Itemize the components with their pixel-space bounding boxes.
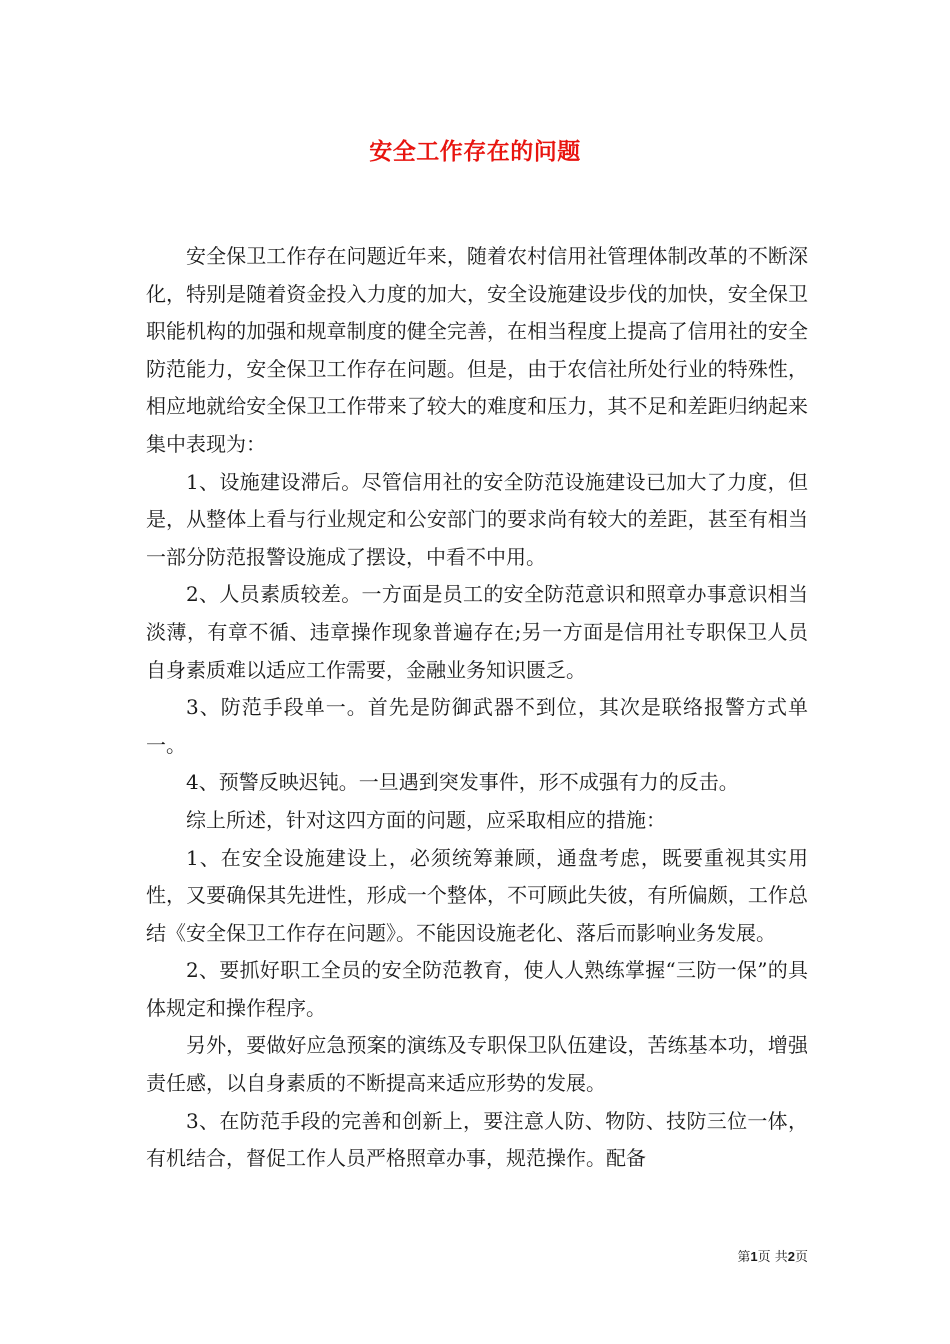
document-title: 安全工作存在的问题 bbox=[369, 138, 581, 165]
footer-middle: 页 共 bbox=[757, 1250, 788, 1265]
page-footer bbox=[700, 1246, 808, 1265]
footer-total-pages: 2 bbox=[787, 1249, 795, 1264]
footer-current-page: 1 bbox=[750, 1249, 758, 1264]
paragraph: 另外，要做好应急预案的演练及专职保卫队伍建设，苦练基本功，增强责任感，以自身素质的不断提高来适应形势的发展。 bbox=[146, 1033, 808, 1096]
paragraph: 1、设施建设滞后。尽管信用社的安全防范设施建设已加大了力度，但是，从整体上看与行业规定和公安部门的要求尚有较大的差距，甚至有相当一部分防范报警设施成了摆设，中看不中用。 bbox=[146, 469, 808, 569]
paragraph: 2、人员素质较差。一方面是员工的安全防范意识和照章办事意识相当淡薄，有章不循、违章操作现象普遍存在;另一方面是信用社专职保卫人员自身素质难以适应工作需要，金融业务知识匮乏。 bbox=[146, 582, 808, 682]
paragraph: 4、预警反映迟钝。一旦遇到突发事件，形不成强有力的反击。 bbox=[186, 770, 739, 795]
paragraph: 3、在防范手段的完善和创新上，要注意人防、物防、技防三位一体，有机结合，督促工作人员严格照章办事，规范操作。配备 bbox=[146, 1108, 808, 1171]
paragraph: 安全保卫工作存在问题近年来，随着农村信用社管理体制改革的不断深化，特别是随着资金投入力度的加大，安全设施建设步伐的加快，安全保卫职能机构的加强和规章制度的健全完善，在相当程度上提高了信用社的安全防范能力，安全保卫工作存在问题。但是，由于农信社所处行业的特殊性，相应地就给安全保卫工作带来了较大的难度和压力，其不足和差距归纳起来集中表现为： bbox=[146, 244, 808, 456]
paragraph: 2、要抓好职工全员的安全防范教育，使人人熟练掌握“三防一保”的具体规定和操作程序。 bbox=[146, 958, 808, 1020]
document-body bbox=[146, 238, 808, 1178]
footer-prefix: 第 bbox=[737, 1250, 751, 1265]
paragraph: 综上所述，针对这四方面的问题，应采取相应的措施： bbox=[186, 807, 666, 832]
footer-suffix: 页 bbox=[794, 1250, 808, 1265]
paragraph: 3、防范手段单一。首先是防御武器不到位，其次是联络报警方式单一。 bbox=[146, 695, 808, 757]
paragraph: 1、在安全设施建设上，必须统筹兼顾，通盘考虑，既要重视其实用性，又要确保其先进性，形成一个整体，不可顾此失彼，有所偏颇，工作总结《安全保卫工作存在问题》。不能因设施老化、落后而影响业务发展。 bbox=[146, 845, 808, 945]
